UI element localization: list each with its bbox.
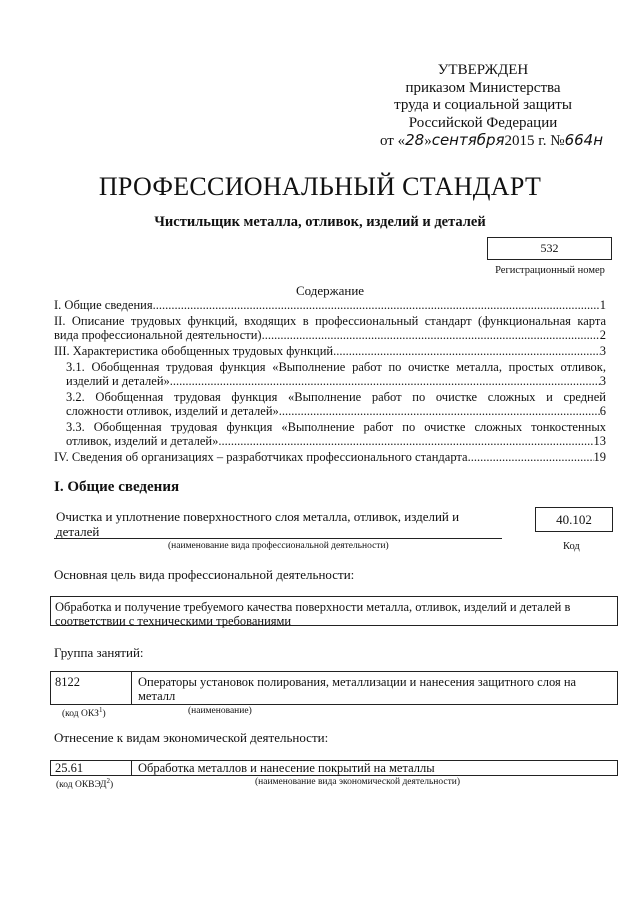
- occupation-name: Операторы установок полирования, металлизации и нанесения защитного слоя на металл: [138, 675, 577, 703]
- document-title: ПРОФЕССИОНАЛЬНЫЙ СТАНДАРТ: [98, 172, 542, 201]
- divider: [54, 538, 502, 539]
- handwritten-month: сентября: [431, 131, 505, 149]
- okved-name: Обработка металлов и нанесение покрытий на металлы: [138, 761, 435, 775]
- toc-item[interactable]: 3.3. Обобщенная трудовая функция «Выполнение работ по очистке сложных тонкостенных отливок, изделий и деталей» ..... 13: [54, 420, 606, 448]
- occupation-code: 8122: [51, 672, 132, 704]
- approval-block: [352, 62, 614, 151]
- okz-caption: (код ОКЗ$^1$): [62, 706, 106, 720]
- registration-number-box: 532: [487, 237, 612, 260]
- goal-box: Обработка и получение требуемого качества поверхности металла, отливок, изделий и деталей в соответствии с техническими требованиями: [50, 596, 618, 626]
- document-subtitle: Чистильщик металла, отливок, изделий и деталей: [154, 214, 486, 230]
- okved-name-caption: (наименование вида экономической деятельности): [255, 777, 460, 787]
- toc-item[interactable]: IV. Сведения об организациях – разработчиках профессионального стандарта ..... 19: [54, 450, 606, 464]
- toc-item[interactable]: 3.1. Обобщенная трудовая функция «Выполнение работ по очистке металла, простых отливок, изделий и деталей» ..... 3: [54, 360, 606, 388]
- economic-activity-table: [50, 760, 618, 776]
- toc-item[interactable]: I. Общие сведения ..... 1: [54, 298, 606, 312]
- occupation-groups-label: Группа занятий:: [54, 645, 144, 660]
- okved-caption: (код ОКВЭД$^2$): [56, 777, 114, 791]
- date-year: 2015 г. №: [504, 133, 565, 149]
- toc-item[interactable]: II. Описание трудовых функций, входящих в профессиональный стандарт (функциональная карта вида профессиональной деятельности) ..... 2: [54, 314, 606, 342]
- approval-title: УТВЕРЖДЕН: [437, 62, 529, 78]
- registration-number-label: Регистрационный номер: [495, 265, 605, 276]
- handwritten-order-number: 664н: [564, 131, 604, 149]
- date-prefix: от «: [380, 133, 406, 149]
- activity-name: Очистка и уплотнение поверхностного слоя металла, отливок, изделий и деталей: [56, 509, 460, 539]
- activity-code-box: 40.102: [535, 507, 613, 532]
- handwritten-day: 28: [405, 131, 425, 149]
- toc-item[interactable]: III. Характеристика обобщенных трудовых функций ..... 3: [54, 344, 606, 358]
- approval-date-line: от «28»сентября2015 г. №664н: [380, 131, 604, 149]
- approval-line: приказом Министерства: [405, 79, 561, 96]
- approval-line: труда и социальной защиты: [394, 97, 572, 113]
- section-title: I. Общие сведения: [54, 479, 180, 495]
- goal-label: Основная цель вида профессиональной деятельности:: [54, 567, 355, 582]
- economic-activity-label: Отнесение к видам экономической деятельности:: [54, 730, 329, 745]
- activity-caption: (наименование вида профессиональной деятельности): [168, 541, 389, 551]
- toc-item[interactable]: 3.2. Обобщенная трудовая функция «Выполнение работ по очистке сложных и средней сложности отливок, изделий и деталей» ..... 6: [54, 390, 606, 418]
- code-caption: Код: [563, 541, 580, 552]
- occupation-table: [50, 671, 618, 705]
- table-of-contents: [54, 298, 606, 466]
- okved-code: 25.61: [51, 761, 132, 775]
- occupation-name-caption: (наименование): [188, 706, 252, 716]
- approval-line: Российской Федерации: [408, 114, 558, 131]
- toc-title: Содержание: [295, 283, 365, 298]
